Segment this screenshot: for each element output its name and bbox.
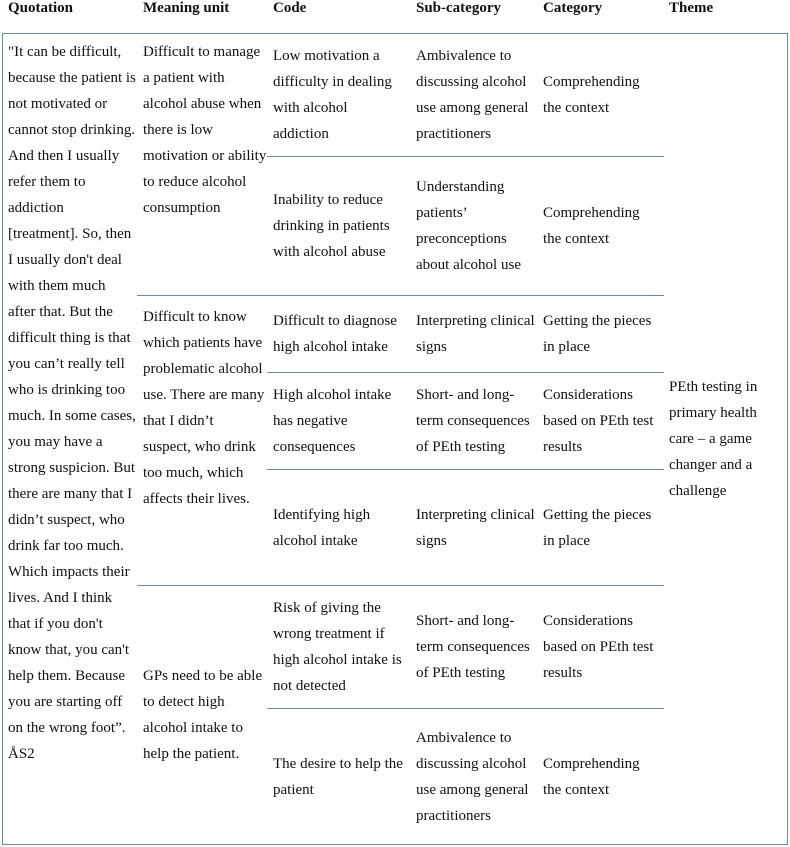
sub-category-cell: Ambivalence to discussing alcohol use among general practitioners: [416, 48, 529, 142]
header-quotation: Quotation: [8, 0, 74, 16]
category-cell: Comprehending the context: [543, 755, 640, 798]
sub-category-cell: Interpreting clinical signs: [416, 313, 535, 355]
header-theme: Theme: [669, 0, 714, 16]
meaning-unit-cell: Difficult to know which patients have problematic alcohol use. There are many that I didn’t suspect, who drink too much, which affects their lives.: [143, 309, 265, 507]
header-category: Category: [543, 0, 603, 16]
header-sub-category: Sub-category: [416, 0, 501, 16]
meaning-unit-cell: Difficult to manage a patient with alcohol abuse when there is low motivation or ability to reduce alcohol consumption: [143, 44, 267, 216]
category-cell: Considerations based on PEth test results: [543, 387, 654, 455]
sub-category-cell: Ambivalence to discussing alcohol use among general practitioners: [416, 729, 529, 824]
code-cell: Risk of giving the wrong treatment if high alcohol intake is not detected: [273, 600, 402, 694]
category-cell: Getting the pieces in place: [543, 313, 652, 355]
quotation-cell: "It can be difficult, because the patient is not motivated or cannot stop drinking. And then I usually refer them to addiction [treatment]. So, then I usually don't deal with them much after that. But the difficult thing is that you can’t really tell who is drinking too much. In some cases, you may have a strong suspicion. But there are many that I didn’t suspect, who drink far too much. Which impacts their lives. And I think that if you don't know that, you can't help them. Because you are starting off on the wrong foot”. ÅS2: [8, 44, 136, 762]
category-cell: Considerations based on PEth test results: [543, 613, 654, 681]
theme-cell: PEth testing in primary health care – a game changer and a challenge: [669, 379, 758, 499]
code-cell: The desire to help the patient: [273, 755, 403, 798]
code-cell: Identifying high alcohol intake: [273, 506, 371, 549]
code-cell: Difficult to diagnose high alcohol intake: [273, 313, 397, 355]
header-code: Code: [273, 0, 307, 16]
code-cell: Inability to reduce drinking in patients with alcohol abuse: [273, 192, 390, 260]
sub-category-cell: Short- and long-term consequences of PEth testing: [416, 387, 530, 455]
sub-category-cell: Interpreting clinical signs: [416, 506, 535, 549]
sub-category-cell: Understanding patients’ preconceptions about alcohol use: [416, 179, 521, 273]
category-cell: Comprehending the context: [543, 205, 640, 247]
header-meaning-unit: Meaning unit: [143, 0, 230, 16]
meaning-unit-cell: GPs need to be able to detect high alcohol intake to help the patient.: [143, 668, 263, 762]
category-cell: Getting the pieces in place: [543, 506, 652, 549]
category-cell: Comprehending the context: [543, 74, 640, 116]
sub-category-cell: Short- and long-term consequences of PEth testing: [416, 613, 530, 681]
code-cell: Low motivation a difficulty in dealing with alcohol addiction: [273, 48, 392, 142]
code-cell: High alcohol intake has negative consequences: [273, 387, 392, 455]
